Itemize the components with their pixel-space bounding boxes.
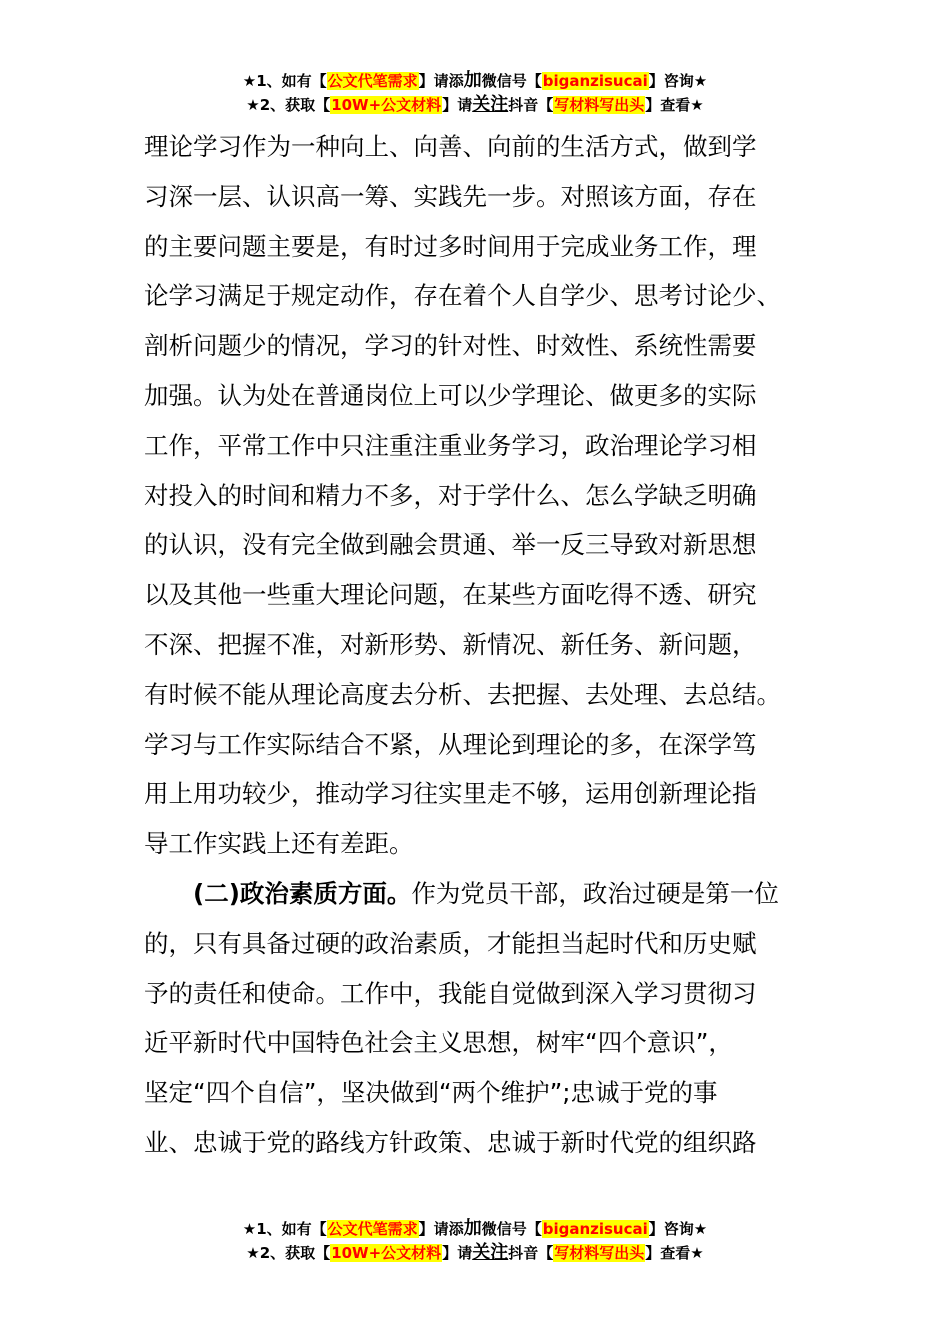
banner-text: 抖音【 [508, 96, 554, 114]
paragraph-line: 学习与工作实际结合不紧，从理论到理论的多，在深学笃 [144, 729, 757, 759]
banner-highlight: 10W+公文材料 [331, 1244, 442, 1262]
paragraph-line: 有时候不能从理论高度去分析、去把握、去处理、去总结。 [144, 679, 781, 709]
banner-highlight: 10W+公文材料 [331, 96, 442, 114]
paragraph-line: 导工作实践上还有差距。 [144, 829, 414, 859]
paragraph-line: 以及其他一些重大理论问题，在某些方面吃得不透、研究 [144, 580, 757, 610]
paragraph-line: 加强。认为处在普通岗位上可以少学理论、做更多的实际 [144, 380, 757, 410]
banner-douyin-id: 写材料写出头 [554, 96, 645, 114]
banner-line-1 [0, 69, 950, 93]
section-first-text: 作为党员干部，政治过硬是第一位 [411, 878, 779, 908]
banner-text: 】查看★ [645, 96, 704, 114]
banner-text: ★1、如有【 [242, 72, 327, 90]
paragraph-line: 的认识，没有完全做到融会贯通、举一反三导致对新思想 [144, 530, 757, 560]
banner-text: 微信号【 [481, 1220, 542, 1238]
banner-text: 微信号【 [481, 72, 542, 90]
banner-line-1 [0, 1217, 950, 1241]
paragraph-line: 工作，平常工作中只注重注重业务学习，政治理论学习相 [144, 430, 757, 460]
paragraph-line: 近平新时代中国特色社会主义思想，树牢“四个意识”， [144, 1028, 733, 1058]
section-heading-line [144, 869, 814, 919]
banner-emphasis: 加 [463, 1218, 482, 1239]
banner-emphasis: 关注 [472, 94, 509, 115]
banner-text: 】请 [442, 96, 473, 114]
banner-line-2 [0, 93, 950, 117]
banner-text: 抖音【 [508, 1244, 554, 1262]
banner-line-2 [0, 1241, 950, 1265]
paragraph-line: 的主要问题主要是，有时过多时间用于完成业务工作，理 [144, 231, 757, 261]
paragraph-line: 习深一层、认识高一筹、实践先一步。对照该方面，存在 [144, 181, 757, 211]
banner-highlight: 公文代笔需求 [327, 72, 418, 90]
section-heading: (二)政治素质方面。 [193, 878, 412, 908]
banner-text: ★2、获取【 [246, 96, 331, 114]
banner-text: 】请添 [418, 72, 464, 90]
banner-text: 】咨询★ [648, 1220, 708, 1238]
paragraph-line: 理论学习作为一种向上、向善、向前的生活方式，做到学 [144, 132, 757, 161]
paragraph-line: 坚定“四个自信”，坚决做到“两个维护”;忠诚于党的事 [144, 1078, 718, 1108]
paragraph-line: 论学习满足于规定动作，存在着个人自学少、思考讨论少、 [144, 281, 781, 311]
banner-text: ★1、如有【 [242, 1220, 327, 1238]
banner-wechat-id: biganzisucai [542, 72, 648, 90]
banner-emphasis: 加 [463, 70, 482, 91]
paragraph-line: 予的责任和使命。工作中，我能自觉做到深入学习贯彻习 [144, 978, 757, 1008]
paragraph-line: 剖析问题少的情况，学习的针对性、时效性、系统性需要 [144, 331, 757, 361]
banner-text: 】请添 [418, 1220, 464, 1238]
paragraph-line: 业、忠诚于党的路线方针政策、忠诚于新时代党的组织路 [144, 1127, 757, 1157]
banner-text: 】咨询★ [648, 72, 708, 90]
banner-text: ★2、获取【 [246, 1244, 331, 1262]
banner-text: 】请 [442, 1244, 473, 1262]
banner-wechat-id: biganzisucai [542, 1220, 648, 1238]
banner-highlight: 公文代笔需求 [327, 1220, 418, 1238]
banner-douyin-id: 写材料写出头 [554, 1244, 645, 1262]
paragraph-line: 的，只有具备过硬的政治素质，才能担当起时代和历史赋 [144, 928, 757, 958]
paragraph-line: 不深、把握不准，对新形势、新情况、新任务、新问题， [144, 629, 757, 659]
banner-emphasis: 关注 [472, 1242, 509, 1263]
footer-banner [0, 1217, 950, 1265]
banner-text: 】查看★ [645, 1244, 704, 1262]
paragraph-line: 用上用功较少，推动学习往实里走不够，运用创新理论指 [144, 779, 757, 809]
header-banner [0, 69, 950, 117]
paragraph-line: 对投入的时间和精力不多，对于学什么、怎么学缺乏明确 [144, 480, 757, 510]
document-body [144, 122, 814, 1168]
